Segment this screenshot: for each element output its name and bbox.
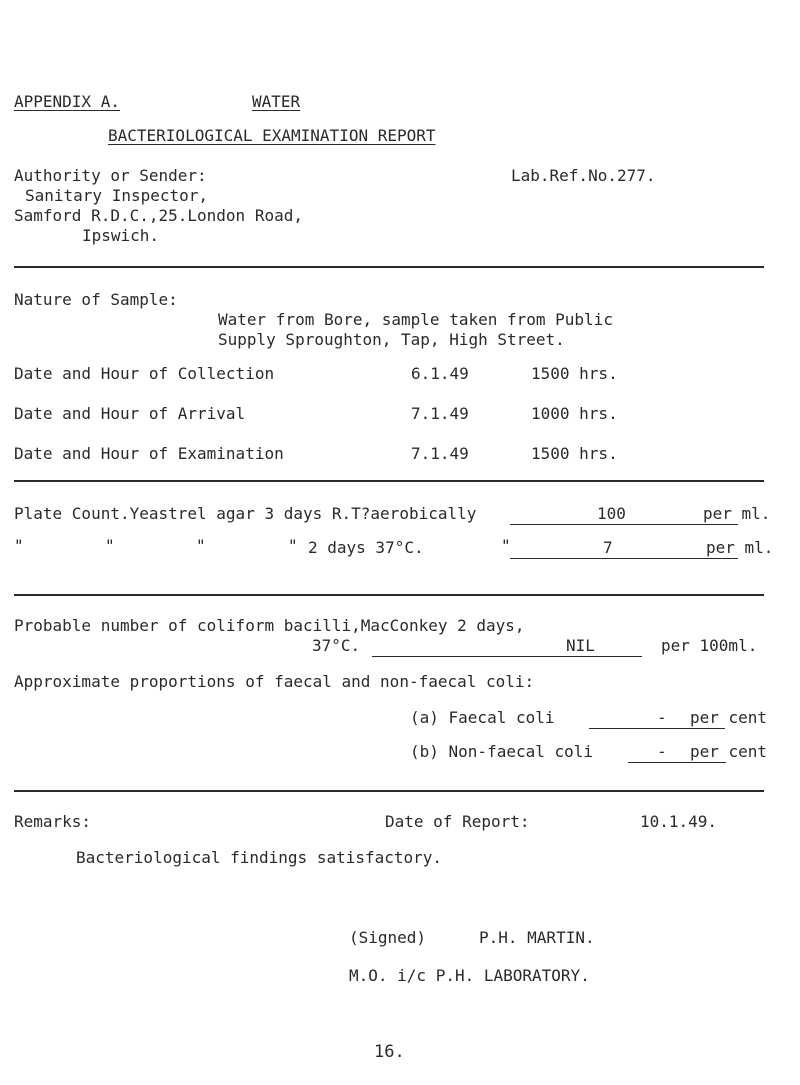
value-underline <box>628 762 726 763</box>
date-value-arrival: 7.1.49 <box>411 404 469 423</box>
section-divider <box>14 266 764 268</box>
ditto-mark: " <box>14 536 24 555</box>
proportions-label: Approximate proportions of faecal and non-faecal coli: <box>14 672 535 691</box>
sender-label: Authority or Sender: <box>14 166 207 185</box>
faecal-coli-label: (a) Faecal coli <box>410 708 555 727</box>
time-value-examination: 1500 hrs. <box>531 444 618 463</box>
ditto-mark: " <box>105 536 115 555</box>
signatory-name: P.H. MARTIN. <box>479 928 595 947</box>
value-underline <box>510 524 738 525</box>
sample-line-1: Water from Bore, sample taken from Public <box>218 310 613 329</box>
date-label-arrival: Date and Hour of Arrival <box>14 404 246 423</box>
date-label-examination: Date and Hour of Examination <box>14 444 284 463</box>
plate-count-unit-2: per ml. <box>706 538 774 557</box>
non-faecal-coli-label: (b) Non-faecal coli <box>410 742 594 761</box>
coliform-label: Probable number of coliform bacilli,MacConkey 2 days, <box>14 616 525 635</box>
faecal-coli-value: - <box>657 708 667 727</box>
page-number: 16. <box>374 1042 405 1062</box>
coliform-temp: 37°C. <box>312 636 361 655</box>
value-underline <box>510 558 738 559</box>
plate-count-value-2: 7 <box>603 538 613 557</box>
report-date-value: 10.1.49. <box>640 812 718 831</box>
ditto-mark: " <box>288 536 298 555</box>
section-divider <box>14 790 764 792</box>
ditto-mark: " <box>196 536 206 555</box>
signed-label: (Signed) <box>349 928 427 947</box>
sender-line-1: Sanitary Inspector, <box>25 186 209 205</box>
section-divider <box>14 594 764 596</box>
faecal-coli-unit: per cent <box>690 708 768 727</box>
sender-line-3: Ipswich. <box>82 226 160 245</box>
lab-ref: Lab.Ref.No.277. <box>511 166 656 185</box>
appendix-label: APPENDIX A. <box>14 92 120 111</box>
non-faecal-coli-unit: per cent <box>690 742 768 761</box>
plate-count-unit: per ml. <box>703 504 771 523</box>
date-value-examination: 7.1.49 <box>411 444 469 463</box>
report-title: BACTERIOLOGICAL EXAMINATION REPORT <box>108 126 436 145</box>
plate-count-label-2: 2 days 37°C. <box>308 538 424 557</box>
non-faecal-coli-value: - <box>657 742 667 761</box>
date-label-collection: Date and Hour of Collection <box>14 364 275 383</box>
plate-count-value: 100 <box>597 504 626 523</box>
subject-label: WATER <box>252 92 301 111</box>
ditto-mark: " <box>501 536 511 555</box>
coliform-value: NIL <box>566 636 595 655</box>
time-value-arrival: 1000 hrs. <box>531 404 618 423</box>
date-value-collection: 6.1.49 <box>411 364 469 383</box>
sender-line-2: Samford R.D.C.,25.London Road, <box>14 206 303 225</box>
time-value-collection: 1500 hrs. <box>531 364 618 383</box>
sample-label: Nature of Sample: <box>14 290 178 309</box>
plate-count-label: Plate Count.Yeastrel agar 3 days R.T?aerobically <box>14 504 477 523</box>
coliform-unit: per 100ml. <box>661 636 758 655</box>
signatory-title: M.O. i/c P.H. LABORATORY. <box>349 966 590 985</box>
report-date-label: Date of Report: <box>385 812 530 831</box>
sample-line-2: Supply Sproughton, Tap, High Street. <box>218 330 565 349</box>
value-underline <box>589 728 725 729</box>
section-divider <box>14 480 764 482</box>
remarks-label: Remarks: <box>14 812 92 831</box>
value-underline <box>372 656 642 657</box>
remarks-finding: Bacteriological findings satisfactory. <box>76 848 443 867</box>
